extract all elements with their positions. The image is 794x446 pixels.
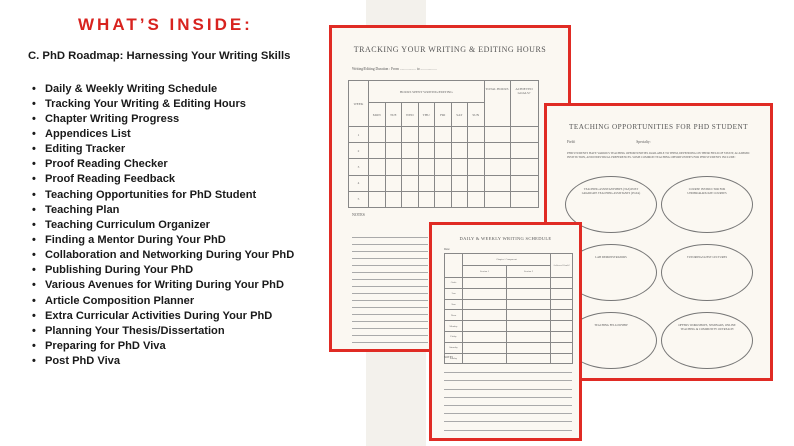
table-cell: [369, 175, 386, 191]
table-cell: [551, 342, 573, 353]
tracking-sheet-title: TRACKING YOUR WRITING & EDITING HOURS: [353, 45, 547, 54]
note-line: [352, 231, 428, 238]
feature-item: [32, 308, 294, 323]
table-cell: [463, 288, 507, 299]
day-header: TUE: [385, 103, 402, 127]
table-cell: [468, 175, 485, 191]
bullet-icon: •: [32, 355, 36, 368]
field-label: Field:: [567, 140, 576, 144]
week-number: 4: [349, 175, 369, 191]
note-line: [444, 390, 572, 398]
table-cell: [507, 321, 551, 332]
table-cell: [435, 127, 452, 143]
duration-line: Writing/Editing Duration : From .................. to ..................: [352, 67, 437, 71]
table-cell: [510, 175, 538, 191]
table-row: [445, 310, 573, 321]
hours-header: HOURS SPENT WRITING/EDITING: [369, 81, 485, 103]
note-line: [444, 365, 572, 373]
table-cell: [551, 288, 573, 299]
feature-item: [32, 96, 294, 111]
bullet-icon: •: [32, 339, 36, 352]
feature-item: [32, 111, 294, 126]
note-line: [444, 414, 572, 422]
table-cell: [369, 191, 386, 207]
table-cell: [463, 353, 507, 364]
table-cell: [468, 159, 485, 175]
table-cell: [435, 159, 452, 175]
feature-item: [32, 338, 294, 353]
week-number: 3: [349, 159, 369, 175]
weekly-table: [444, 253, 573, 364]
hours-table: [348, 80, 539, 208]
table-cell: [418, 175, 435, 191]
slot-label: Goals: [445, 278, 463, 289]
bullet-icon: •: [32, 233, 36, 246]
achieved-header: ACHIEVED GOALS?: [510, 81, 538, 127]
bullet-icon: •: [32, 82, 36, 95]
table-cell: [402, 143, 419, 159]
table-cell: [451, 191, 468, 207]
feature-item: [32, 126, 294, 141]
slot-label: 9am: [445, 299, 463, 310]
table-row: [349, 191, 539, 207]
session-header: Session 1: [463, 266, 507, 278]
table-row: [349, 159, 539, 175]
table-cell: [451, 175, 468, 191]
note-line: [352, 238, 428, 245]
note-line: [352, 245, 428, 252]
feature-label: Teaching Opportunities for PhD Student: [45, 188, 257, 201]
table-cell: [369, 143, 386, 159]
note-line: [352, 280, 428, 287]
feature-label: Post PhD Viva: [45, 355, 121, 368]
table-row: [445, 321, 573, 332]
note-line: [352, 252, 428, 259]
day-header: SUN: [468, 103, 485, 127]
feature-item: [32, 187, 294, 202]
feature-label: Chapter Writing Progress: [45, 112, 180, 125]
table-cell: [507, 278, 551, 289]
bullet-icon: •: [32, 294, 36, 307]
table-cell: [418, 143, 435, 159]
feature-item: [32, 157, 294, 172]
table-cell: [484, 175, 510, 191]
feature-item: [32, 81, 294, 96]
bullet-icon: •: [32, 218, 36, 231]
table-cell: [402, 175, 419, 191]
feature-label: Proof Reading Feedback: [45, 173, 176, 186]
table-cell: [385, 191, 402, 207]
note-line: [352, 315, 428, 322]
table-cell: [468, 143, 485, 159]
feature-item: [32, 248, 294, 263]
table-cell: [451, 159, 468, 175]
table-cell: [418, 127, 435, 143]
note-line: [352, 329, 428, 336]
table-cell: [507, 310, 551, 321]
table-cell: [435, 143, 452, 159]
feature-label: Publishing During Your PhD: [45, 264, 194, 277]
slot-label: Sunday: [445, 353, 463, 364]
note-line: [444, 422, 572, 430]
total-header: TOTAL HOURS: [484, 81, 510, 127]
tracking-notes-label: NOTES: [352, 212, 365, 217]
week-number: 5: [349, 191, 369, 207]
week-number: 2: [349, 143, 369, 159]
teaching-sheet-title: TEACHING OPPORTUNITIES FOR PHD STUDENT: [568, 123, 749, 131]
note-line: [352, 266, 428, 273]
bullet-icon: •: [32, 97, 36, 110]
weekly-notes-lines: [444, 365, 572, 439]
note-line: [444, 398, 572, 406]
table-header-row: [445, 254, 573, 266]
achieved-header: Achieved Goals?: [551, 254, 573, 278]
day-header: MON: [369, 103, 386, 127]
teaching-intro: PHD STUDENTS HAVE VARIOUS TEACHING OPPORTUNITIES AVAILABLE TO THEM, DEPENDING ON THEIR FIELD OF STUDY, ACADEMIC INSTITUTION, AND INDIVIDUAL PREFERENCES. SOME COMMON TEACHING OPPORTUNITIES FOR PHD STUDENTS INCLUDE:: [567, 151, 750, 160]
weekly-sheet-title: DAILY & WEEKLY WRITING SCHEDULE: [459, 236, 552, 241]
opportunity-oval: TEACHING ASSISTANTSHIPS (TAS)/POST GRADUATE TEACHING ASSISTANTS (PGTA): [565, 176, 657, 233]
session-header: Session 2: [507, 266, 551, 278]
date-label: Date:: [444, 248, 451, 251]
day-header: SAT: [451, 103, 468, 127]
table-cell: [551, 310, 573, 321]
note-line: [352, 336, 428, 343]
feature-label: Teaching Curriculum Organizer: [45, 218, 210, 231]
week-header: WEEK: [349, 81, 369, 127]
field-row: [567, 140, 711, 144]
table-row: [445, 278, 573, 289]
feature-label: Various Avenues for Writing During Your PhD: [45, 279, 284, 292]
note-line: [352, 259, 428, 266]
opportunity-oval: COURSE INSTRUCTOR FOR UNDERGRADUATE COURSES: [661, 176, 753, 233]
bullet-icon: •: [32, 203, 36, 216]
table-row: [445, 299, 573, 310]
table-cell: [418, 191, 435, 207]
note-line: [352, 287, 428, 294]
note-line: [352, 322, 428, 329]
bullet-icon: •: [32, 173, 36, 186]
table-cell: [551, 353, 573, 364]
bullet-icon: •: [32, 324, 36, 337]
table-cell: [445, 254, 463, 278]
bullet-icon: •: [32, 188, 36, 201]
feature-label: Tracking Your Writing & Editing Hours: [45, 97, 246, 110]
bullet-icon: •: [32, 249, 36, 262]
table-cell: [507, 331, 551, 342]
bullet-icon: •: [32, 112, 36, 125]
feature-item: [32, 172, 294, 187]
table-cell: [507, 299, 551, 310]
feature-item: [32, 323, 294, 338]
feature-label: Finding a Mentor During Your PhD: [45, 233, 226, 246]
table-cell: [463, 299, 507, 310]
slot-label: Friday: [445, 331, 463, 342]
table-cell: [463, 278, 507, 289]
chapter-header: Chapter / Component: [463, 254, 551, 266]
slot-label: 7am: [445, 288, 463, 299]
table-cell: [510, 127, 538, 143]
table-cell: [551, 331, 573, 342]
table-cell: [507, 288, 551, 299]
table-cell: [484, 127, 510, 143]
weekly-schedule-sheet: [429, 222, 582, 441]
opportunity-oval: LAB DEMONSTRATORS: [565, 244, 657, 301]
note-line: [352, 301, 428, 308]
feature-item: [32, 142, 294, 157]
feature-label: Appendices List: [45, 127, 131, 140]
opportunity-oval: TEACHING FELLOWSHIP: [565, 312, 657, 369]
day-header: THU: [418, 103, 435, 127]
tracking-notes-lines: [352, 231, 428, 343]
note-line: [352, 273, 428, 280]
opportunity-oval: OFFERS WORKSHOPS, SEMINARS, ONLINE TEACHING & COMMUNITY OUTREACH: [661, 312, 753, 369]
table-cell: [551, 299, 573, 310]
table-cell: [484, 159, 510, 175]
bullet-icon: •: [32, 309, 36, 322]
bullet-icon: •: [32, 143, 36, 156]
table-cell: [418, 159, 435, 175]
table-row: [445, 288, 573, 299]
feature-list: [32, 81, 294, 369]
feature-label: Extra Curricular Activities During Your PhD: [45, 309, 273, 322]
section-subheading: C. PhD Roadmap: Harnessing Your Writing Skills: [28, 50, 291, 62]
page-heading: WHAT’S INSIDE:: [78, 15, 253, 34]
table-cell: [451, 143, 468, 159]
table-row: [349, 127, 539, 143]
note-line: [352, 308, 428, 315]
feature-item: [32, 217, 294, 232]
feature-label: Daily & Weekly Writing Schedule: [45, 82, 218, 95]
weekly-notes-label: NOTES: [444, 356, 454, 359]
week-number: 1: [349, 127, 369, 143]
table-cell: [463, 331, 507, 342]
table-header-row: [349, 81, 539, 103]
table-cell: [402, 127, 419, 143]
feature-label: Proof Reading Checker: [45, 158, 168, 171]
table-row: [445, 353, 573, 364]
feature-item: [32, 263, 294, 278]
feature-item: [32, 202, 294, 217]
table-cell: [510, 143, 538, 159]
day-header: WED: [402, 103, 419, 127]
table-cell: [463, 321, 507, 332]
table-row: [349, 143, 539, 159]
slot-label: Saturday: [445, 342, 463, 353]
table-cell: [385, 143, 402, 159]
table-cell: [468, 191, 485, 207]
bullet-icon: •: [32, 279, 36, 292]
feature-item: [32, 278, 294, 293]
table-cell: [402, 191, 419, 207]
note-line: [352, 294, 428, 301]
table-row: [445, 342, 573, 353]
table-cell: [369, 159, 386, 175]
table-cell: [468, 127, 485, 143]
opportunity-oval: TUTORING/GUEST LECTURES: [661, 244, 753, 301]
feature-label: Editing Tracker: [45, 143, 126, 156]
day-header: FRI: [435, 103, 452, 127]
feature-item: [32, 232, 294, 247]
table-cell: [507, 353, 551, 364]
table-cell: [402, 159, 419, 175]
table-cell: [507, 342, 551, 353]
feature-label: Article Composition Planner: [45, 294, 195, 307]
table-cell: [551, 321, 573, 332]
table-cell: [463, 342, 507, 353]
table-cell: [385, 159, 402, 175]
feature-label: Preparing for PhD Viva: [45, 339, 166, 352]
feature-label: Collaboration and Networking During Your PhD: [45, 249, 295, 262]
specialty-label: Specialty:: [636, 140, 651, 144]
table-cell: [551, 278, 573, 289]
table-cell: [510, 159, 538, 175]
slot-label: Monday: [445, 321, 463, 332]
feature-item: [32, 354, 294, 369]
feature-label: Planning Your Thesis/Dissertation: [45, 324, 225, 337]
table-cell: [451, 127, 468, 143]
slot-label: Noon: [445, 310, 463, 321]
table-cell: [484, 191, 510, 207]
table-cell: [435, 191, 452, 207]
table-cell: [484, 143, 510, 159]
note-line: [444, 406, 572, 414]
note-line: [444, 373, 572, 381]
table-row: [349, 175, 539, 191]
note-line: [444, 381, 572, 389]
table-row: [445, 331, 573, 342]
bullet-icon: •: [32, 264, 36, 277]
feature-label: Teaching Plan: [45, 203, 120, 216]
table-cell: [369, 127, 386, 143]
bullet-icon: •: [32, 158, 36, 171]
feature-item: [32, 293, 294, 308]
note-line: [444, 431, 572, 439]
table-cell: [385, 127, 402, 143]
table-cell: [463, 310, 507, 321]
bullet-icon: •: [32, 127, 36, 140]
table-cell: [435, 175, 452, 191]
table-cell: [385, 175, 402, 191]
table-cell: [510, 191, 538, 207]
